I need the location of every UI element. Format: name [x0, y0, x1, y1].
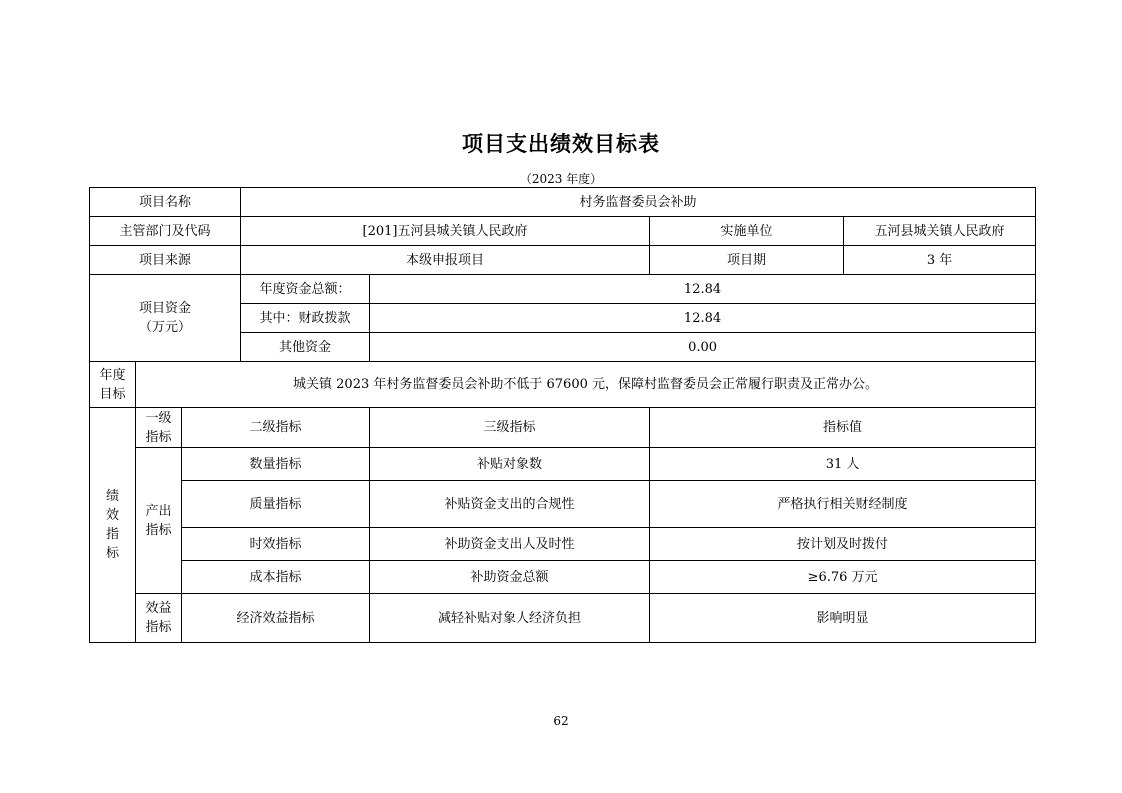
- level3-cell: 补助资金支出人及时性: [370, 528, 650, 561]
- performance-target-table: [89, 187, 1036, 643]
- value-cell: 31 人: [650, 448, 1036, 481]
- level2-cell: 成本指标: [182, 561, 370, 594]
- indicator-section-label: [90, 408, 136, 643]
- indicator-section-char: 指: [105, 527, 119, 542]
- table-row: [90, 481, 1036, 528]
- output-group-label: [136, 448, 182, 594]
- value-cell: ≥6.76 万元: [650, 561, 1036, 594]
- row-department: [90, 217, 1036, 246]
- header-level1-line2: 指标: [145, 429, 172, 445]
- output-group-line2: 指标: [145, 522, 172, 538]
- project-name-label: 项目名称: [90, 188, 241, 217]
- level2-cell: 时效指标: [182, 528, 370, 561]
- impl-unit-value: 五河县城关镇人民政府: [844, 217, 1036, 246]
- benefit-group-line2: 指标: [145, 620, 172, 635]
- funds-fiscal-value: 12.84: [370, 304, 1036, 333]
- table-row: [90, 594, 1036, 643]
- impl-unit-label: 实施单位: [650, 217, 844, 246]
- level3-cell: 补贴资金支出的合规性: [370, 481, 650, 528]
- funds-total-value: 12.84: [370, 275, 1036, 304]
- indicator-section-char: 标: [105, 546, 119, 561]
- goal-label-line2: 目标: [99, 386, 126, 402]
- goal-text: 城关镇 2023 年村务监督委员会补助不低于 67600 元，保障村监督委员会正常履行职责及正常办公。: [136, 362, 1036, 408]
- row-project-name: [90, 188, 1036, 217]
- level3-cell: 补助资金总额: [370, 561, 650, 594]
- row-annual-goal: [90, 362, 1036, 408]
- table-row: [90, 528, 1036, 561]
- header-level1-line1: 一级: [145, 410, 172, 426]
- funds-fiscal-label: 其中：财政拨款: [241, 304, 370, 333]
- header-level1: [136, 408, 182, 448]
- level3-cell: 减轻补贴对象人经济负担: [370, 594, 650, 643]
- goal-label-line1: 年度: [99, 367, 126, 383]
- benefit-group-label: [136, 594, 182, 643]
- funds-other-label: 其他资金: [241, 333, 370, 362]
- funds-label: [90, 275, 241, 362]
- table-row: [90, 448, 1036, 481]
- table-row: [90, 561, 1036, 594]
- dept-value: [201]五河县城关镇人民政府: [241, 217, 650, 246]
- level2-cell: 质量指标: [182, 481, 370, 528]
- fiscal-year: （2023 年度）: [519, 172, 603, 186]
- page-number: 62: [553, 714, 569, 728]
- row-indicator-header: [90, 408, 1036, 448]
- level2-cell: 数量指标: [182, 448, 370, 481]
- period-label: 项目期: [650, 246, 844, 275]
- output-group-line1: 产出: [145, 503, 172, 519]
- goal-label: [90, 362, 136, 408]
- source-value: 本级申报项目: [241, 246, 650, 275]
- source-label: 项目来源: [90, 246, 241, 275]
- benefit-group-line1: 效益: [145, 601, 172, 616]
- value-cell: 影响明显: [650, 594, 1036, 643]
- indicator-section-char: 绩: [105, 489, 119, 504]
- value-cell: 严格执行相关财经制度: [650, 481, 1036, 528]
- indicator-section-char: 效: [105, 508, 119, 523]
- page-title: 项目支出绩效目标表: [462, 132, 660, 156]
- row-funds-total: [90, 275, 1036, 304]
- level2-cell: 经济效益指标: [182, 594, 370, 643]
- funds-other-value: 0.00: [370, 333, 1036, 362]
- value-cell: 按计划及时拨付: [650, 528, 1036, 561]
- funds-label-line1: 项目资金: [139, 301, 192, 316]
- funds-total-label: 年度资金总额：: [241, 275, 370, 304]
- header-level2: 二级指标: [182, 408, 370, 448]
- project-name-value: 村务监督委员会补助: [241, 188, 1036, 217]
- funds-label-line2: （万元）: [139, 320, 192, 335]
- dept-label: 主管部门及代码: [90, 217, 241, 246]
- header-level3: 三级指标: [370, 408, 650, 448]
- level3-cell: 补贴对象数: [370, 448, 650, 481]
- period-value: 3 年: [844, 246, 1036, 275]
- header-value: 指标值: [650, 408, 1036, 448]
- row-source: [90, 246, 1036, 275]
